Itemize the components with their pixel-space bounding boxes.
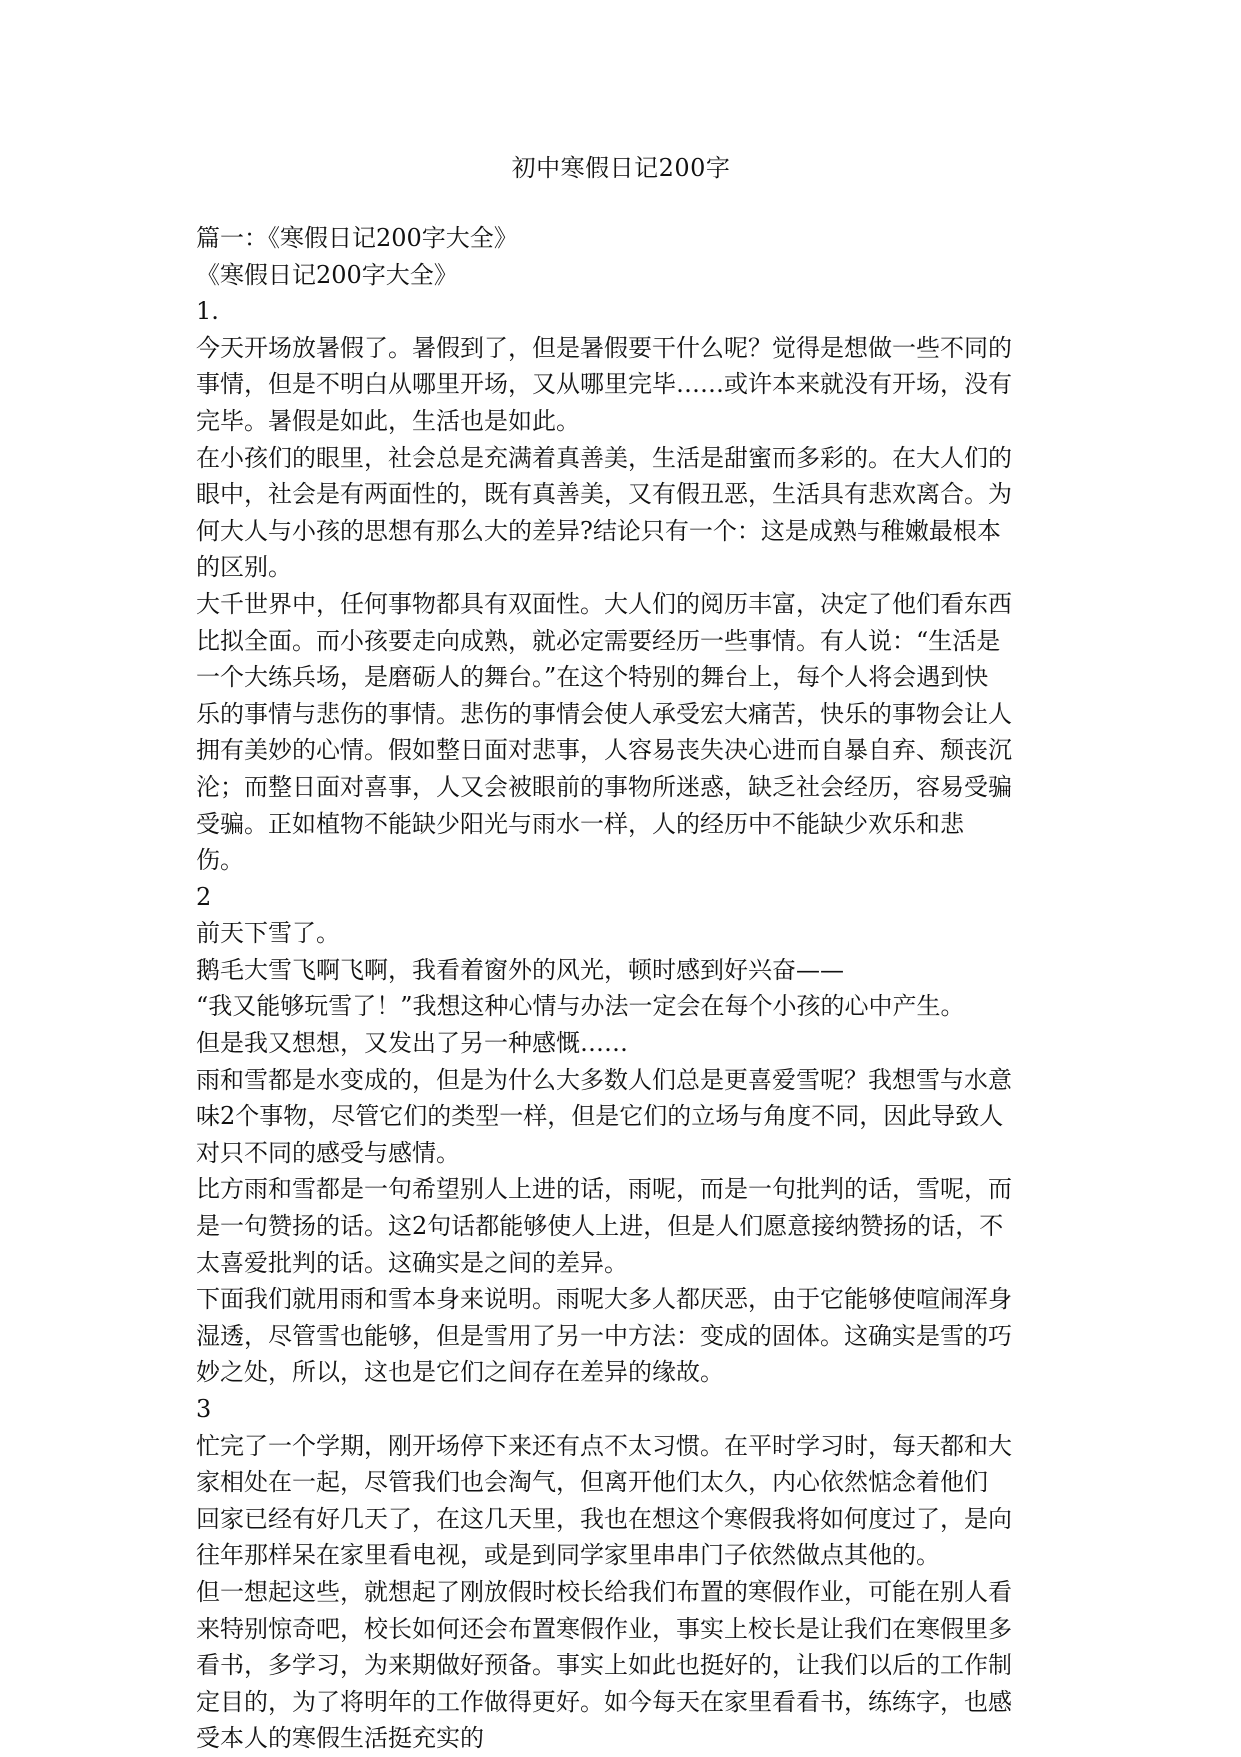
document-body: [196, 220, 1046, 1757]
text-line: 妙之处，所以，这也是它们之间存在差异的缘故。: [196, 1358, 724, 1387]
text-line: 受本人的寒假生活挺充实的: [196, 1724, 484, 1753]
text-line: 下面我们就用雨和雪本身来说明。雨呢大多人都厌恶，由于它能够使喧闹浑身: [196, 1285, 1012, 1314]
text-line: 往年那样呆在家里看电视，或是到同学家里串串门子依然做点其他的。: [196, 1541, 940, 1570]
text-line: 来特别惊奇吧，校长如何还会布置寒假作业，事实上校长是让我们在寒假里多: [196, 1614, 1012, 1643]
text-line: 眼中，社会是有两面性的，既有真善美，又有假丑恶，生活具有悲欢离合。为: [196, 480, 1012, 509]
text-line: 1.: [196, 297, 219, 326]
text-line: 3: [196, 1395, 212, 1423]
text-line: 雨和雪都是水变成的，但是为什么大多数人们总是更喜爱雪呢？我想雪与水意: [196, 1065, 1012, 1094]
text-line: 味2个事物，尽管它们的类型一样，但是它们的立场与角度不同，因此导致人: [196, 1102, 1004, 1131]
text-line: 篇一：《寒假日记200字大全》: [196, 224, 518, 252]
text-line: 家相处在一起，尽管我们也会淘气，但离开他们太久，内心依然惦念着他们: [196, 1468, 988, 1497]
text-line: 一个大练兵场，是磨砺人的舞台。”在这个特别的舞台上，每个人将会遇到快: [196, 663, 989, 692]
text-line: 大千世界中，任何事物都具有双面性。大人们的阅历丰富，决定了他们看东西: [196, 589, 1012, 618]
text-line: 的区别。: [196, 553, 292, 582]
text-line: “我又能够玩雪了！”我想这种心情与办法一定会在每个小孩的心中产生。: [196, 992, 965, 1021]
text-line: 是一句赞扬的话。这2句话都能够使人上进，但是人们愿意接纳赞扬的话，不: [196, 1212, 1004, 1241]
text-line: 看书，多学习，为来期做好预备。事实上如此也挺好的，让我们以后的工作制: [196, 1651, 1012, 1680]
text-line: 忙完了一个学期，刚开场停下来还有点不太习惯。在平时学习时，每天都和大: [196, 1431, 1012, 1460]
text-line: 今天开场放暑假了。暑假到了，但是暑假要干什么呢？觉得是想做一些不同的: [196, 333, 1012, 362]
text-line: 回家已经有好几天了，在这几天里，我也在想这个寒假我将如何度过了，是向: [196, 1504, 1012, 1533]
text-line: 2: [196, 882, 212, 911]
text-line: 伤。: [196, 846, 244, 875]
text-line: 何大人与小孩的思想有那么大的差异?结论只有一个：这是成熟与稚嫩最根本: [196, 516, 1001, 545]
text-line: 事情，但是不明白从哪里开场，又从哪里完毕……或许本来就没有开场，没有: [196, 370, 1012, 399]
text-line: 比方雨和雪都是一句希望别人上进的话，雨呢，而是一句批判的话，雪呢，而: [196, 1175, 1012, 1204]
text-line: 沦；而整日面对喜事，人又会被眼前的事物所迷惑，缺乏社会经历，容易受骗: [196, 772, 1012, 801]
text-line: 太喜爱批判的话。这确实是之间的差异。: [196, 1248, 628, 1277]
text-line: 乐的事情与悲伤的事情。悲伤的事情会使人承受宏大痛苦，快乐的事物会让人: [196, 699, 1012, 728]
text-line: 定目的，为了将明年的工作做得更好。如今每天在家里看看书，练练字，也感: [196, 1687, 1012, 1716]
text-line: 前天下雪了。: [196, 919, 340, 948]
document-title: 初中寒假日记200字: [511, 154, 731, 182]
text-line: 完毕。暑假是如此，生活也是如此。: [196, 406, 580, 435]
document-page: [196, 150, 1046, 1757]
text-line: 但一想起这些，就想起了刚放假时校长给我们布置的寒假作业，可能在别人看: [196, 1577, 1012, 1606]
text-line: 湿透，尽管雪也能够，但是雪用了另一中方法：变成的固体。这确实是雪的巧: [196, 1321, 1012, 1350]
text-line: 受骗。正如植物不能缺少阳光与雨水一样，人的经历中不能缺少欢乐和悲: [196, 809, 964, 838]
text-line: 鹅毛大雪飞啊飞啊，我看着窗外的风光，顿时感到好兴奋——: [196, 955, 844, 984]
text-line: 《寒假日记200字大全》: [196, 260, 458, 289]
text-line: 对只不同的感受与感情。: [196, 1138, 460, 1167]
text-line: 比拟全面。而小孩要走向成熟，就必定需要经历一些事情。有人说：“生活是: [196, 626, 1001, 655]
text-line: 在小孩们的眼里，社会总是充满着真善美，生活是甜蜜而多彩的。在大人们的: [196, 443, 1012, 472]
text-line: 但是我又想想，又发出了另一种感慨……: [196, 1029, 628, 1058]
text-line: 拥有美妙的心情。假如整日面对悲事，人容易丧失决心进而自暴自弃、颓丧沉: [196, 736, 1012, 765]
